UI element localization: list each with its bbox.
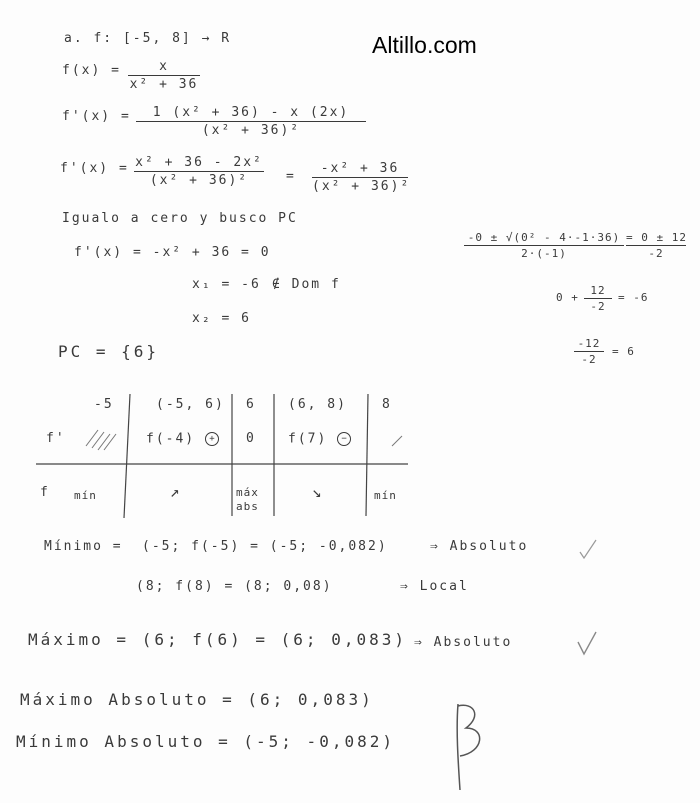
quadratic-result-num: = 0 ± 12 [626,231,687,244]
absolute-maximum: Máximo Absoluto = (6; 0,083) [20,690,374,709]
root-x2: x₂ = 6 [192,311,251,326]
function-denominator: x² + 36 [129,77,199,92]
site-watermark: Altillo.com [372,32,477,58]
fraction-bar [584,298,612,299]
quadratic-numerator: -0 ± √(0² - 4·-1·36) [467,231,621,244]
table-row-label: f' [46,431,66,446]
sign-negative: − [337,432,351,446]
quadratic-fraction [464,232,624,259]
root-calc-1-prefix: 0 + [556,291,579,304]
minimum-2: (8; f(8) = (8; 0,08) [136,579,333,594]
minimum-label: Mínimo = [44,539,123,554]
table-cell: mín [74,489,97,502]
check-mark-icon [580,540,596,558]
table-col-header: (6, 8) [288,397,347,412]
root-calc-1-den: -2 [590,300,606,313]
hatching [86,430,402,450]
solving-heading: Igualo a cero y busco PC [62,211,298,226]
root-calc-1-num: 12 [590,284,606,297]
equals-sign: = [286,169,296,184]
derivative-denominator-2: (x² + 36)² [149,173,249,188]
fraction-bar [626,245,686,246]
root-calc-1-fraction [584,285,612,312]
root-calc-2-result: = 6 [612,345,635,358]
derivative-fraction-1 [136,106,366,137]
table-cell-text: f(7) [288,431,328,447]
table-col-header: 8 [382,397,392,412]
minimum-1-type: ⇒ Absoluto [430,539,529,554]
critical-points: PC = {6} [58,342,160,361]
root-calc-2-num: -12 [577,337,601,350]
table-divider [366,394,368,516]
table-cell-text: f(-4) [146,431,196,447]
derivative-fraction-3 [312,161,411,194]
function-lhs: f(x) = [62,63,121,78]
quadratic-denominator: 2·(-1) [521,247,567,260]
table-col-header: 6 [246,397,256,412]
fraction-bar [464,245,624,246]
fraction-bar [574,351,604,352]
sign-positive: + [205,432,219,446]
table-cell [146,432,219,446]
derivative-lhs-2: f'(x) = [60,161,129,176]
table-cell: 0 [246,431,256,446]
table-col-header: (-5, 6) [156,397,225,412]
root-calc-2-den: -2 [581,353,597,366]
check-mark-icon [578,632,596,654]
table-row-label: f [40,485,50,500]
maximum-type: ⇒ Absoluto [414,635,513,650]
root-x1: x₁ = -6 [192,277,261,292]
minimum-2-type: ⇒ Local [400,579,469,594]
derivative-numerator-3: -x² + 36 [320,161,400,176]
quadratic-result-den: -2 [648,247,664,260]
absolute-minimum: Mínimo Absoluto = (-5; -0,082) [16,732,395,751]
critical-equation: f'(x) = -x² + 36 = 0 [74,245,271,260]
root-calc-2-fraction [574,338,604,365]
increasing-arrow: ↗ [170,482,183,501]
function-domain: a. f: [-5, 8] → R [64,31,232,46]
derivative-denominator-3: (x² + 36)² [312,179,411,194]
fraction-bar [128,75,200,76]
derivative-numerator-2: x² + 36 - 2x² [135,155,263,170]
derivative-lhs-1: f'(x) = [62,109,131,124]
maximum-line: Máximo = (6; f(6) = (6; 0,083) [28,630,407,649]
root-calc-1-result: = -6 [618,291,649,304]
table-cell: mín [374,489,397,502]
table-col-header: -5 [94,397,114,412]
grade-mark-icon [457,704,479,790]
quadratic-result [626,232,686,259]
fraction-bar [134,171,264,172]
derivative-denominator-1: (x² + 36)² [201,123,301,138]
table-cell: máx abs [236,486,259,513]
minimum-1: (-5; f(-5) = (-5; -0,082) [142,539,388,554]
function-numerator: x [159,59,169,74]
fraction-bar [136,121,366,122]
table-cell [288,432,351,446]
function-fraction [128,60,200,91]
derivative-fraction-2 [134,156,264,187]
root-x1-note: ∉ Dom f [272,277,341,292]
table-divider [124,394,130,518]
decreasing-arrow: ↘ [312,482,325,501]
fraction-bar [312,177,408,178]
derivative-numerator-1: 1 (x² + 36) - x (2x) [152,105,350,120]
